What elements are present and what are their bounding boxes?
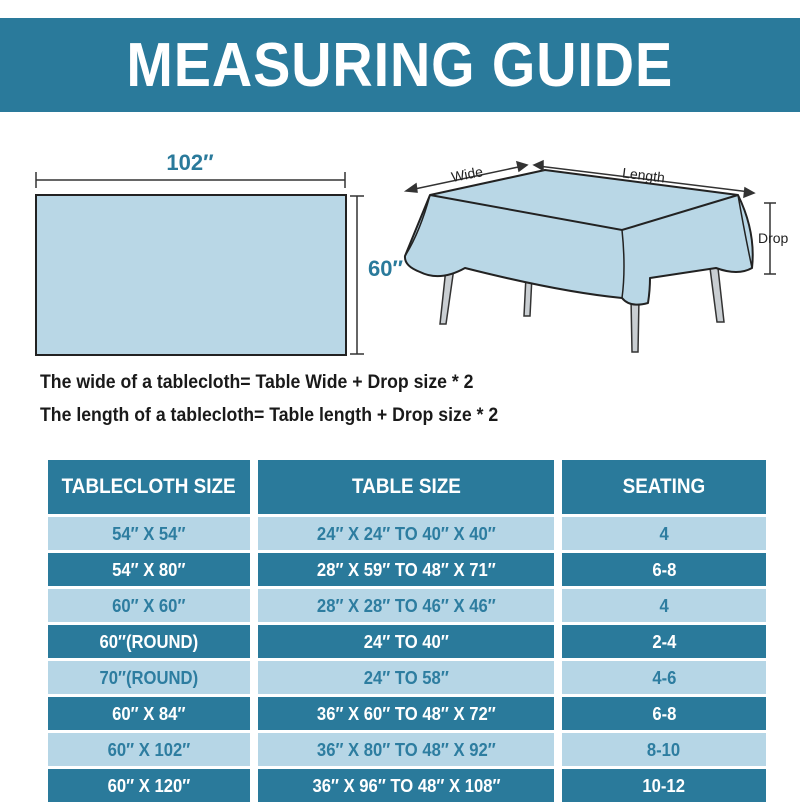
flat-width-label: 102″ (166, 150, 214, 175)
table-row (48, 589, 766, 622)
cell-seating: 4 (562, 589, 766, 622)
cell-table-size: 36″ X 60″ TO 48″ X 72″ (258, 697, 554, 730)
table-row (48, 661, 766, 694)
cell-seating: 8-10 (562, 733, 766, 766)
cell-table-size: 24″ TO 40″ (258, 625, 554, 658)
cell-tablecloth-size: 60″(ROUND) (48, 625, 250, 658)
table-illustration (405, 170, 753, 352)
cell-seating: 4 (562, 517, 766, 550)
cell-table-size: 24″ X 24″ TO 40″ X 40″ (258, 517, 554, 550)
table-row (48, 697, 766, 730)
flat-height-label: 60″ (368, 256, 404, 281)
length-label: Length (621, 164, 666, 186)
cell-seating: 4-6 (562, 661, 766, 694)
table-row (48, 769, 766, 802)
cell-table-size: 28″ X 59″ TO 48″ X 71″ (258, 553, 554, 586)
cell-tablecloth-size: 60″ X 120″ (48, 769, 250, 802)
table-row (48, 517, 766, 550)
cell-table-size: 36″ X 96″ TO 48″ X 108″ (258, 769, 554, 802)
cell-tablecloth-size: 54″ X 80″ (48, 553, 250, 586)
header-table-size: TABLE SIZE (258, 460, 554, 514)
cell-seating: 6-8 (562, 553, 766, 586)
cell-tablecloth-size: 70″(ROUND) (48, 661, 250, 694)
cell-seating: 6-8 (562, 697, 766, 730)
header-tablecloth-size: TABLECLOTH SIZE (48, 460, 250, 514)
wide-formula: The wide of a tablecloth= Table Wide + Drop size * 2 (40, 372, 474, 393)
measurement-diagram (0, 0, 800, 370)
table-row (48, 733, 766, 766)
page-title: MEASURING GUIDE (126, 30, 674, 100)
cell-seating: 2-4 (562, 625, 766, 658)
cell-table-size: 24″ TO 58″ (258, 661, 554, 694)
table-header (48, 460, 766, 514)
header-seating: SEATING (562, 460, 766, 514)
table-row (48, 625, 766, 658)
cell-table-size: 36″ X 80″ TO 48″ X 92″ (258, 733, 554, 766)
table-cloth (405, 170, 753, 305)
cell-tablecloth-size: 60″ X 102″ (48, 733, 250, 766)
cell-tablecloth-size: 54″ X 54″ (48, 517, 250, 550)
wide-label: Wide (449, 163, 485, 185)
cell-tablecloth-size: 60″ X 60″ (48, 589, 250, 622)
cell-seating: 10-12 (562, 769, 766, 802)
size-table (48, 460, 766, 802)
cell-tablecloth-size: 60″ X 84″ (48, 697, 250, 730)
table-row (48, 553, 766, 586)
cell-table-size: 28″ X 28″ TO 46″ X 46″ (258, 589, 554, 622)
length-formula: The length of a tablecloth= Table length + Drop size * 2 (40, 405, 499, 426)
flat-tablecloth (36, 195, 346, 355)
flat-height-dimension (350, 196, 364, 354)
drop-label: Drop (758, 230, 789, 246)
